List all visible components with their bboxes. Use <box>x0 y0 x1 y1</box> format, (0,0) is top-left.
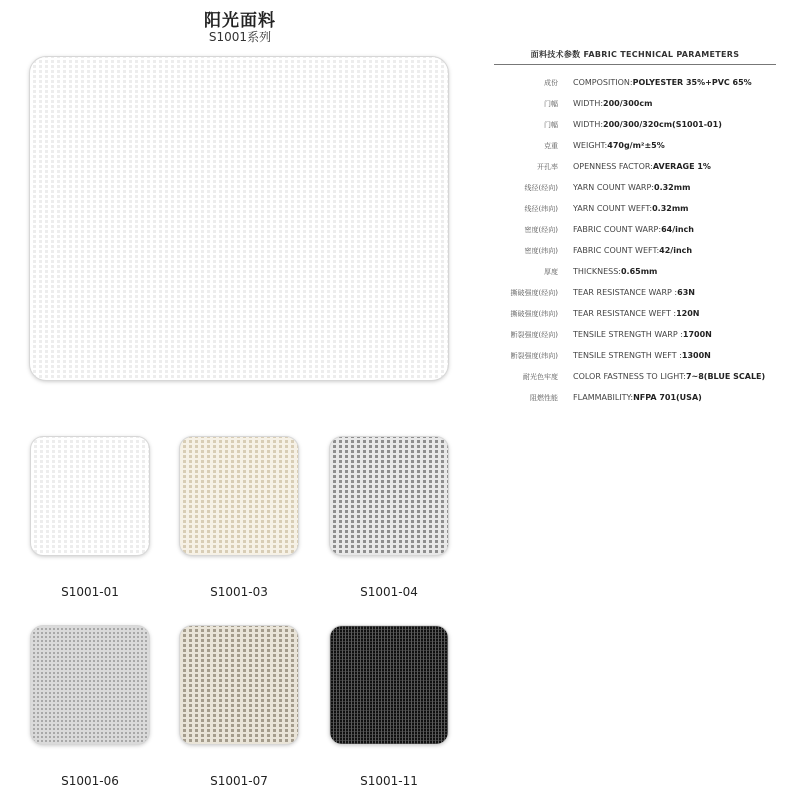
parameter-value <box>573 183 690 192</box>
parameter-label-cn: 撕破强度(纬向) <box>510 310 558 318</box>
parameter-label-cn: 线径(纬向) <box>524 205 558 213</box>
parameter-name: FABRIC COUNT WARP: <box>573 225 662 234</box>
parameter-amount: NFPA 701(USA) <box>633 393 702 402</box>
swatch-s1001-11[interactable] <box>330 626 448 744</box>
parameter-amount: 0.32mm <box>652 204 689 213</box>
page-title: 阳光面料 <box>204 11 276 31</box>
parameter-name: TENSILE STRENGTH WARP : <box>573 330 683 339</box>
parameter-name: TENSILE STRENGTH WEFT : <box>573 351 682 360</box>
parameter-value <box>573 204 689 213</box>
swatch-s1001-03[interactable] <box>180 437 298 555</box>
parameter-label-cn: 阻燃性能 <box>530 394 558 402</box>
parameter-label-cn: 门幅 <box>544 100 558 108</box>
parameter-name: THICKNESS: <box>573 267 621 276</box>
parameter-name: OPENNESS FACTOR: <box>573 162 653 171</box>
parameter-amount: 42/inch <box>659 246 693 255</box>
parameter-name: WEIGHT: <box>573 141 608 150</box>
main-fabric-image <box>30 57 448 380</box>
parameter-row <box>490 367 780 388</box>
parameter-value <box>573 288 695 297</box>
parameter-value <box>573 225 694 234</box>
parameter-name: TEAR RESISTANCE WARP : <box>573 288 678 297</box>
parameter-row <box>490 115 780 136</box>
swatch-label: S1001-06 <box>61 774 119 788</box>
parameter-amount: 0.32mm <box>654 183 691 192</box>
parameter-amount: POLYESTER 35%+PVC 65% <box>632 78 752 87</box>
parameter-name: COLOR FASTNESS TO LIGHT: <box>573 372 686 381</box>
swatch-label: S1001-07 <box>210 774 268 788</box>
parameter-name: FABRIC COUNT WEFT: <box>573 246 660 255</box>
parameter-amount: 1300N <box>681 351 711 360</box>
parameter-row <box>490 304 780 325</box>
parameter-row <box>490 325 780 346</box>
swatch-s1001-07[interactable] <box>180 626 298 744</box>
parameter-amount: 120N <box>676 309 700 318</box>
parameter-amount: 0.65mm <box>620 267 658 276</box>
technical-parameters-panel <box>490 48 780 409</box>
parameter-value <box>573 99 652 108</box>
parameter-label-cn: 断裂强度(经向) <box>510 331 558 339</box>
swatch-s1001-06[interactable] <box>31 626 149 744</box>
swatch-label: S1001-03 <box>210 585 268 599</box>
swatch-label: S1001-01 <box>61 585 119 599</box>
parameter-row <box>490 346 780 367</box>
parameter-label-cn: 断裂强度(纬向) <box>510 352 558 360</box>
parameter-name: COMPOSITION: <box>573 78 633 87</box>
page-subtitle: S1001系列 <box>208 30 272 44</box>
parameter-name: YARN COUNT WEFT: <box>573 204 653 213</box>
parameter-name: WIDTH: <box>573 120 604 129</box>
parameter-amount: 200/300cm <box>603 99 653 108</box>
parameter-value <box>573 351 711 360</box>
parameter-row <box>490 241 780 262</box>
parameter-value <box>573 120 722 129</box>
swatch-s1001-04[interactable] <box>330 437 448 555</box>
parameter-row <box>490 283 780 304</box>
parameter-label-cn: 密度(纬向) <box>524 247 558 255</box>
parameter-amount: 63N <box>677 288 695 297</box>
swatch-label: S1001-11 <box>360 774 418 788</box>
parameter-value <box>573 330 712 339</box>
parameters-list <box>490 65 780 409</box>
parameters-title: 面料技术参数 FABRIC TECHNICAL PARAMETERS <box>530 50 740 59</box>
parameter-row <box>490 262 780 283</box>
parameter-amount: 64/inch <box>661 225 694 234</box>
parameter-amount: 200/300/320cm(S1001-01) <box>603 120 722 129</box>
parameter-label-cn: 克重 <box>544 142 558 150</box>
parameter-value <box>573 267 657 276</box>
parameter-row <box>490 199 780 220</box>
parameter-row <box>490 220 780 241</box>
parameter-name: YARN COUNT WARP: <box>573 183 654 192</box>
parameter-name: FLAMMABILITY: <box>573 393 634 402</box>
parameter-amount: 1700N <box>682 330 712 339</box>
parameter-amount: 7~8(BLUE SCALE) <box>685 372 766 381</box>
parameter-value <box>573 141 665 150</box>
parameter-value <box>573 246 692 255</box>
parameter-label-cn: 开孔率 <box>537 163 558 171</box>
parameter-row <box>490 388 780 409</box>
parameter-value <box>573 309 700 318</box>
parameter-name: WIDTH: <box>573 99 604 108</box>
swatch-s1001-01[interactable] <box>31 437 149 555</box>
parameter-amount: AVERAGE 1% <box>652 162 711 171</box>
parameter-row <box>490 178 780 199</box>
parameter-value <box>573 162 711 171</box>
swatch-label: S1001-04 <box>360 585 418 599</box>
parameter-amount: 470g/m²±5% <box>607 141 665 150</box>
parameter-label-cn: 门幅 <box>544 121 558 129</box>
parameter-label-cn: 线径(经向) <box>524 184 558 192</box>
parameter-row <box>490 157 780 178</box>
parameter-label-cn: 成份 <box>544 79 558 87</box>
parameter-value <box>573 78 752 87</box>
parameter-value <box>573 372 765 381</box>
parameter-label-cn: 密度(经向) <box>524 226 558 234</box>
parameter-label-cn: 厚度 <box>544 268 558 276</box>
parameter-label-cn: 撕破强度(经向) <box>510 289 558 297</box>
parameter-row <box>490 94 780 115</box>
parameter-label-cn: 耐光色牢度 <box>523 373 558 381</box>
parameter-row <box>490 136 780 157</box>
parameter-value <box>573 393 702 402</box>
parameter-row <box>490 73 780 94</box>
parameter-name: TEAR RESISTANCE WEFT : <box>573 309 677 318</box>
